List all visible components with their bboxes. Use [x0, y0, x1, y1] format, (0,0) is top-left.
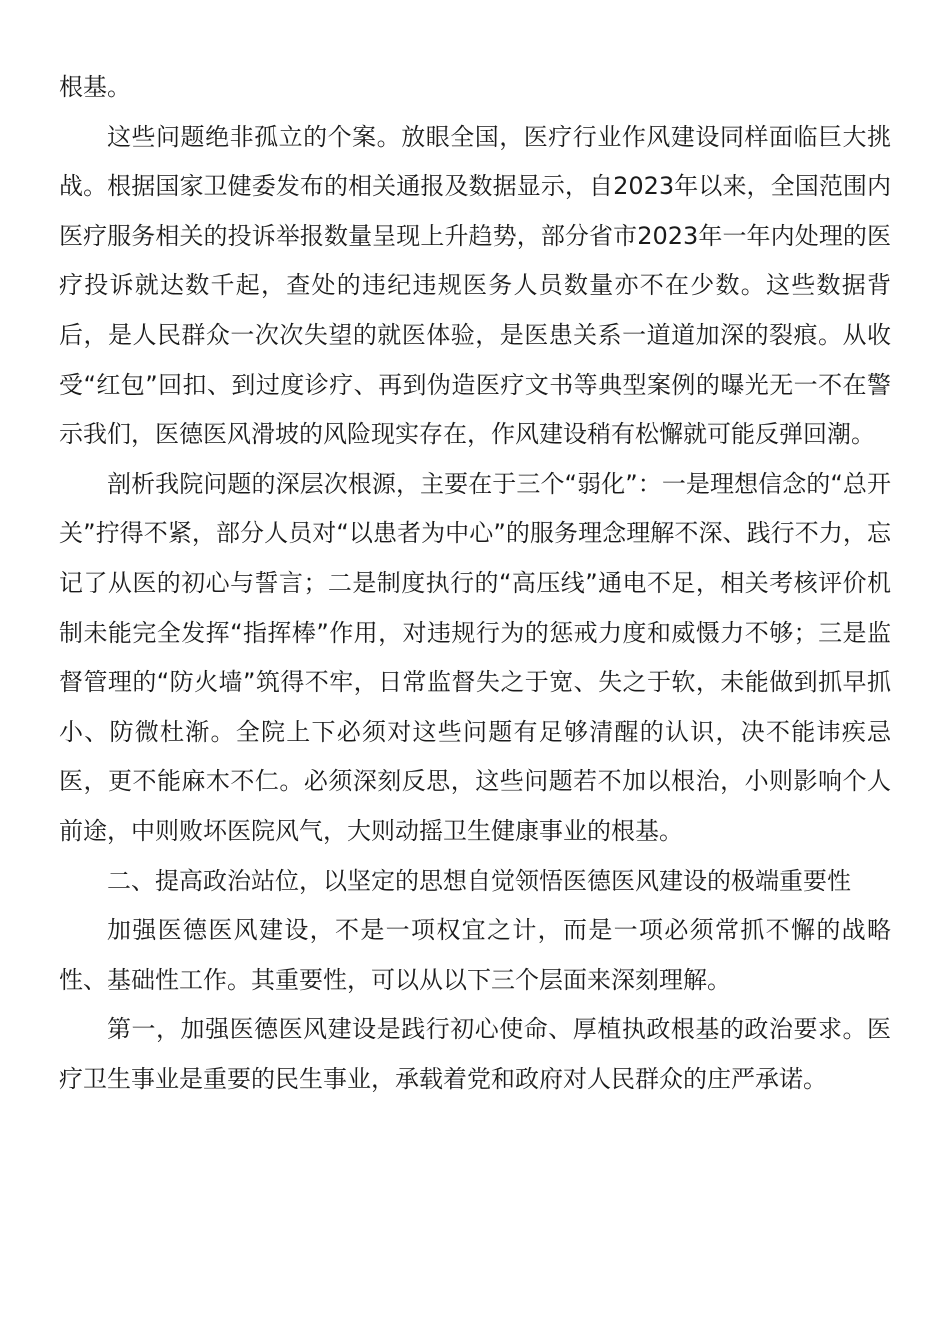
paragraph-root-cause-analysis: 剖析我院问题的深层次根源，主要在于三个“弱化”：一是理想信念的“总开关”拧得不紧，部分人员对“以患者为中心”的服务理念理解不深、践行不力，忘记了从医的初心与誓言；二是制度执行的“高压线”通电不足，相关考核评价机制未能完全发挥“指挥棒”作用，对违规行为的惩戒力度和威慑力不够；三是监督管理的“防火墙”筑得不牢，日常监督失之于宽、失之于软，未能做到抓早抓小、防微杜渐。全院上下必须对这些问题有足够清醒的认识，决不能讳疾忌医，更不能麻木不仁。必须深刻反思，这些问题若不加以根治，小则影响个人前途，中则败坏医院风气，大则动摇卫生健康事业的根基。 — [59, 469, 891, 845]
document-body — [59, 63, 891, 1104]
section-heading-2: 二、提高政治站位，以坚定的思想自觉领悟医德医风建设的极端重要性 — [107, 866, 851, 895]
paragraph-national-situation: 这些问题绝非孤立的个案。放眼全国，医疗行业作风建设同样面临巨大挑战。根据国家卫健委发布的相关通报及数据显示，自2023年以来，全国范围内医疗服务相关的投诉举报数量呈现上升趋势，部分省市2023年一年内处理的医疗投诉就达数千起，查处的违纪违规医务人员数量亦不在少数。这些数据背后，是人民群众一次次失望的就医体验，是医患关系一道道加深的裂痕。从收受“红包”回扣、到过度诊疗、再到伪造医疗文书等典型案例的曝光无一不在警示我们，医德医风滑坡的风险现实存在，作风建设稍有松懈就可能反弹回潮。 — [59, 122, 891, 449]
paragraph-first-point: 第一，加强医德医风建设是践行初心使命、厚植执政根基的政治要求。医疗卫生事业是重要的民生事业，承载着党和政府对人民群众的庄严承诺。 — [59, 1015, 891, 1093]
paragraph-importance-intro: 加强医德医风建设，不是一项权宜之计，而是一项必须常抓不懈的战略性、基础性工作。其重要性，可以从以下三个层面来深刻理解。 — [59, 916, 891, 994]
paragraph-continuation: 根基。 — [59, 73, 131, 101]
